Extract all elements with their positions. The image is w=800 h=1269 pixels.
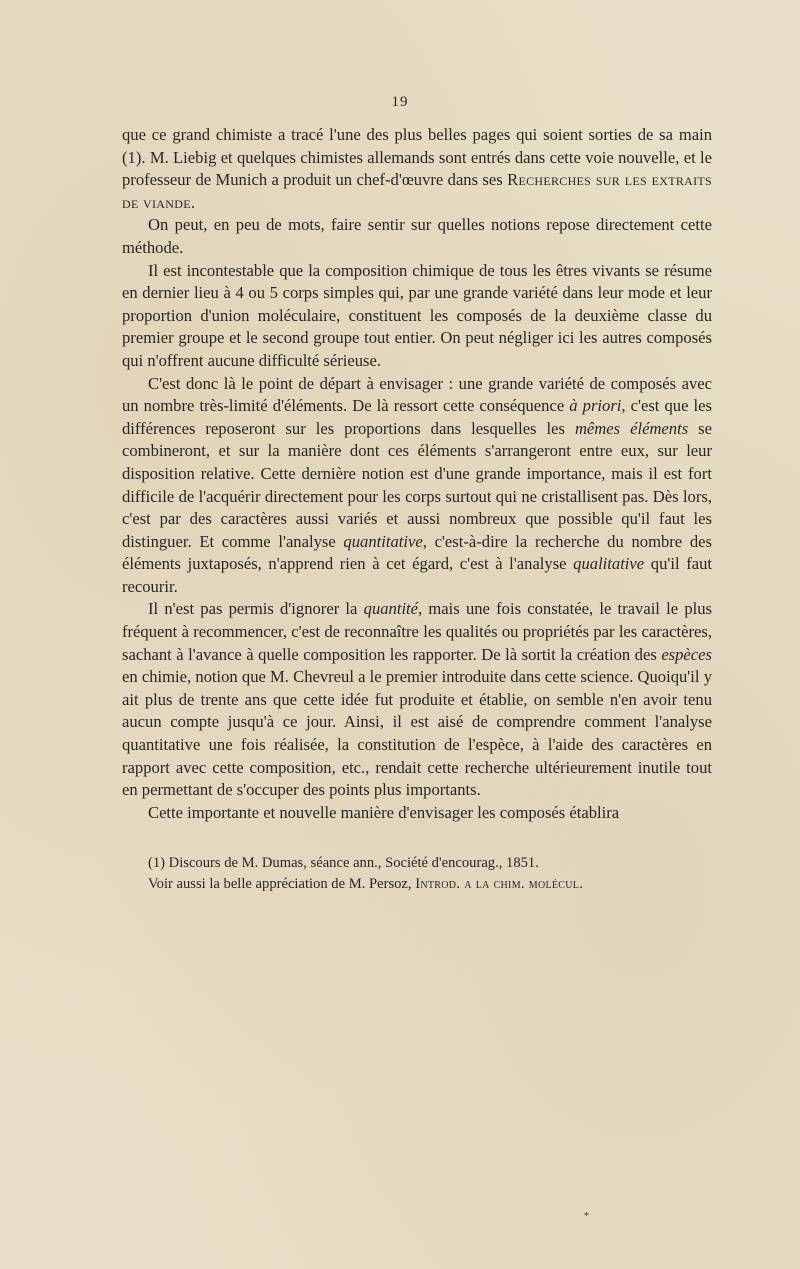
footnotes <box>122 853 712 895</box>
paragraph-4-part-1: C'est donc là le point de départ à envisager : une grande variété de composés avec un nombre très-limité d'éléments. De là ressort cette conséquence <box>122 373 712 416</box>
paragraph-4-part-4: , c'est-à-dire la recherche du nombre des éléments juxtaposés, n'apprend rien à cet égard, c'est à l'analyse <box>122 531 713 574</box>
footnote-2-text: Voir aussi la belle appréciation de M. Persoz, <box>148 876 416 892</box>
paragraph-5-part-2: , mais une fois constatée, le travail le plus fréquent à recommencer, c'est de reconnaître les qualités ou propriétés par les caractères, sachant à l'avance à quelle composition les rapporter. De là sortit la création des <box>122 599 712 664</box>
paragraph-5-part-1: Il n'est pas permis d'ignorer la <box>148 599 364 619</box>
emphasis-quantitative: quantitative <box>343 531 423 551</box>
paragraph-1 <box>122 124 712 214</box>
footnote-2 <box>122 874 712 895</box>
paragraph-4-part-5: qu'il faut recourir. <box>122 554 713 596</box>
paragraph-4-part-3: se combineront, et sur la manière dont ces éléments s'arrangeront entre eux, sur leur disposition relative. Cette dernière notion est d'une grande importance, mais il est fort difficile de l'acquérir directement pour les corps surtout qui ne cristallisent pas. Dès lors, c'est par des caractères aussi variés et aussi nombreux que possible qu'il faut les distinguer. Et comme l'analyse <box>122 418 712 551</box>
page-number: 19 <box>391 94 409 110</box>
emphasis-a-priori: à priori <box>569 396 622 416</box>
body-text <box>122 124 712 824</box>
paragraph-2: On peut, en peu de mots, faire sentir sur quelles notions repose directement cette méthode. <box>122 215 712 257</box>
paragraph-1-end: . <box>190 192 195 212</box>
paragraph-5 <box>122 598 712 801</box>
paragraph-3: Il est incontestable que la composition chimique de tous les êtres vivants se résume en dernier lieu à 4 ou 5 corps simples qui, par une grande variété dans leur mode et leur proportion d'union moléculaire, constituent les composés de la deuxième classe du premier groupe et le second groupe tout entier. On peut négliger ici les autres composés qui n'offrent aucune difficulté sérieuse. <box>122 260 712 370</box>
paragraph-5-part-3: en chimie, notion que M. Chevreul a le premier introduite dans cette science. Quoiqu'il y ait plus de trente ans que cette idée fut produite et établie, on semble n'en avoir tenu aucun compte jusqu'à ce jour. Ainsi, il est aisé de comprendre comment l'analyse quantitative une fois réalisée, la constitution de l'espèce, à l'aide des caractères en rapport avec cette composition, etc., rendait cette recherche ultérieurement inutile tout en permettant de s'occuper des points plus importants. <box>122 667 712 800</box>
paragraph-6: Cette importante et nouvelle manière d'envisager les composés établira <box>148 802 620 822</box>
emphasis-memes-elements: mêmes éléments <box>574 418 689 438</box>
work-title-recherches: Recherches sur les extraits de viande <box>122 170 713 212</box>
paragraph-4 <box>122 373 712 599</box>
paragraph-1-text: que ce grand chimiste a tracé l'une des plus belles pages qui soient sorties de sa main (1). M. Liebig et quelques chimistes allemands sont entrés dans cette voie nouvelle, et le professeur de Munich a produit un chef-d'œuvre dans ses <box>122 125 712 190</box>
emphasis-especes: espèces <box>661 644 712 664</box>
footnote-1: (1) Discours de M. Dumas, séance ann., Société d'encourag., 1851. <box>148 855 539 871</box>
paragraph-4-part-2: , c'est que les différences reposeront sur les proportions dans lesquelles les <box>122 396 712 438</box>
emphasis-quantite: quantité <box>363 599 419 619</box>
emphasis-qualitative: qualitative <box>573 554 645 574</box>
work-title-introduction: Introd. a la chim. molécul. <box>415 876 584 892</box>
printer-mark: * <box>584 1211 589 1222</box>
